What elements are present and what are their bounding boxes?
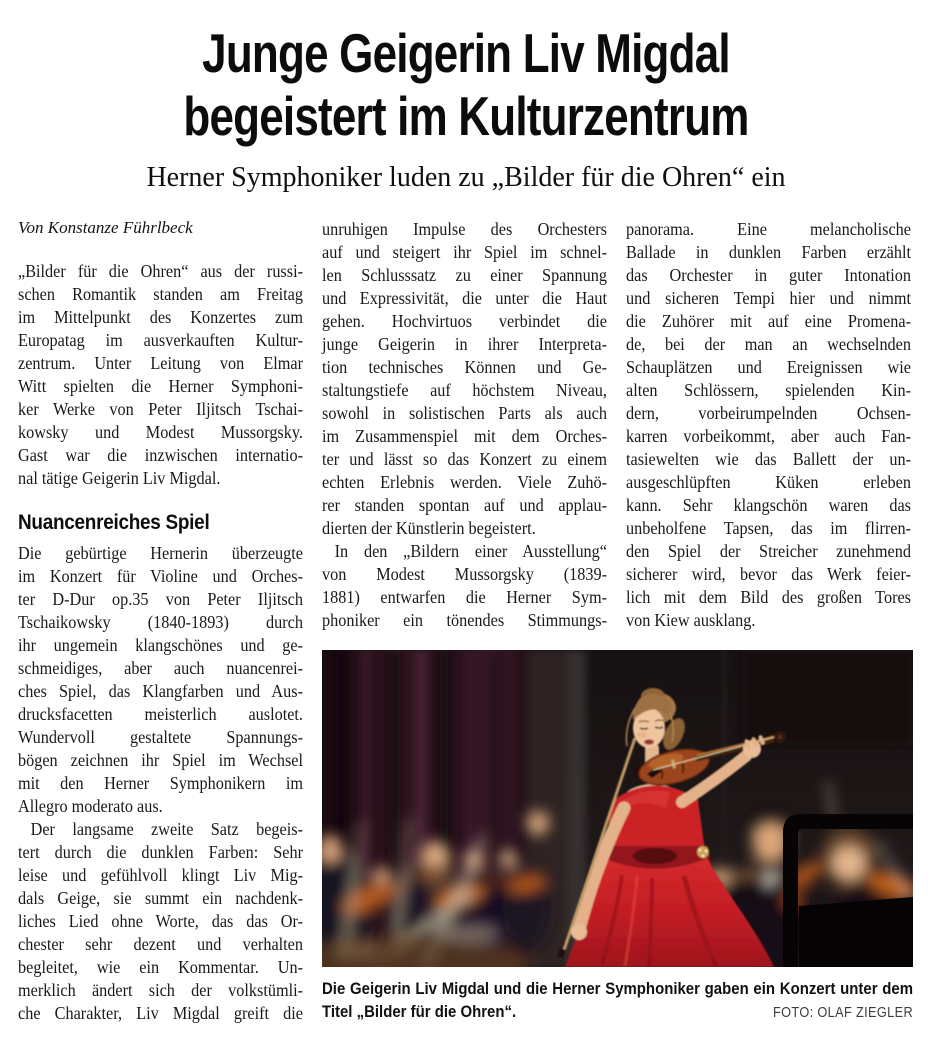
body-line: alten Schlössern, spielenden Kin- xyxy=(626,380,912,400)
body-line: lich mit dem Bild des großen Tores xyxy=(626,587,912,607)
body-line: Der langsame zweite Satz begeis- xyxy=(30,819,304,839)
body-line: ter und lässt so das Konzert zu einem xyxy=(322,449,608,469)
body-line: Ballade in dunklen Farben erzählt xyxy=(626,242,912,262)
body-line: Witt spielten die Herner Symphoni- xyxy=(18,376,304,396)
body-line: tion technisches Können und Ge- xyxy=(322,357,608,377)
headline-line-2: begeistert im Kulturzentrum xyxy=(183,85,749,147)
photo-caption-line-1: Die Geigerin Liv Migdal und die Herner Symphoniker gaben ein Konzert unter dem xyxy=(322,979,914,998)
body-line: drucksfacetten meisterlich auslotet. xyxy=(18,704,304,724)
body-line: von Kiew ausklang. xyxy=(626,610,756,630)
article-photo-illustration xyxy=(322,650,913,967)
body-line: junge Geigerin in ihrer Interpreta- xyxy=(322,334,608,354)
body-line: ter D-Dur op.35 von Peter Iljitsch xyxy=(18,589,304,609)
body-line: zentrum. Unter Leitung von Elmar xyxy=(18,353,304,373)
body-line: gehen. Hochvirtuos verbindet die xyxy=(322,311,608,331)
text-column-3 xyxy=(626,218,911,632)
body-line: Die gebürtige Hernerin überzeugte xyxy=(18,543,304,563)
body-line: 1881) entwarfen die Herner Sym- xyxy=(322,587,608,607)
article-byline: Von Konstanze Führlbeck xyxy=(18,218,193,237)
body-line: panorama. Eine melancholische xyxy=(626,219,912,239)
body-line: den Spiel der Streicher zunehmend xyxy=(626,541,912,561)
article-subhead: Herner Symphoniker luden zu „Bilder für die Ohren“ ein xyxy=(146,162,786,193)
text-column-1 xyxy=(18,260,303,1025)
body-line: ker Werke von Peter Iljitsch Tschai- xyxy=(18,399,304,419)
body-line: leise und gefühlvoll klingt Liv Mig- xyxy=(18,865,304,885)
body-line: schmeidiges, aber auch nuancenrei- xyxy=(18,658,304,678)
body-line: bögen zeichnen ihr Spiel im Wechsel xyxy=(18,750,304,770)
body-line: auf und steigert ihr Spiel im schnel- xyxy=(322,242,608,262)
body-line: im Zusammenspiel mit dem Orches- xyxy=(322,426,608,446)
body-line: echten Erlebnis werden. Viele Zuhö- xyxy=(322,472,608,492)
body-line: Allegro moderato aus. xyxy=(18,796,163,816)
body-line: begleitet, wie ein Kommentar. Un- xyxy=(18,957,304,977)
body-line: tert durch die dunklen Farben: Sehr xyxy=(18,842,304,862)
body-line: Tschaikowsky (1840-1893) durch xyxy=(18,612,304,632)
body-line: merklich ändert sich der volkstümli- xyxy=(18,980,304,1000)
body-line: dierten der Künstlerin begeistert. xyxy=(322,518,536,538)
paragraph xyxy=(18,542,303,818)
body-line: im Mittelpunkt des Konzertes zum xyxy=(18,307,304,327)
body-line: und sicheren Tempi hier und nimmt xyxy=(626,288,912,308)
body-line: sicherer wird, bevor das Werk feier- xyxy=(626,564,912,584)
body-line: rer standen spontan auf und applau- xyxy=(322,495,608,515)
photo-caption-line-2: Titel „Bilder für die Ohren“. xyxy=(322,1002,517,1021)
body-line: staltungstiefe auf höchstem Niveau, xyxy=(322,380,608,400)
body-line: kowsky und Modest Mussorgsky. xyxy=(18,422,304,442)
body-line: mit den Herner Symphonikern im xyxy=(18,773,304,793)
body-line: karren vorbeikommt, aber auch Fan- xyxy=(626,426,912,446)
paragraph xyxy=(322,540,607,632)
photo-caption xyxy=(322,977,913,1023)
body-line: tasiewelten wie das Ballett der un- xyxy=(626,449,912,469)
body-line: Wundervoll gestaltete Spannungs- xyxy=(18,727,304,747)
body-line: ihr ungemein klangschönes und ge- xyxy=(18,635,304,655)
body-line: „Bilder für die Ohren“ aus der russi- xyxy=(18,261,304,281)
body-line: Gast war die inzwischen internatio- xyxy=(18,445,304,465)
body-line: dern, vorbeirumpelnden Ochsen- xyxy=(626,403,912,423)
body-line: ausgeschlüpften Küken erleben xyxy=(626,472,912,492)
body-line: phoniker ein tönendes Stimmungs- xyxy=(322,610,608,630)
body-line: len Schlusssatz zu einer Spannung xyxy=(322,265,608,285)
body-line: de, bei der man an wechselnden xyxy=(626,334,912,354)
body-line: Europatag im ausverkauften Kultur- xyxy=(18,330,304,350)
body-line: die Zuhörer mit auf eine Promena- xyxy=(626,311,912,331)
body-line: unbeholfene Tapsen, das im flirren- xyxy=(626,518,912,538)
body-line: von Modest Mussorgsky (1839- xyxy=(322,564,608,584)
paragraph xyxy=(18,818,303,1025)
paragraph xyxy=(626,218,911,632)
section-subhead: Nuancenreiches Spiel xyxy=(18,511,210,534)
body-line: Schauplätzen und Ereignissen wie xyxy=(626,357,912,377)
body-line: im Konzert für Violine und Orches- xyxy=(18,566,304,586)
body-line: nal tätige Geigerin Liv Migdal. xyxy=(18,468,221,488)
body-line: schen Romantik standen am Freitag xyxy=(18,284,304,304)
paragraph xyxy=(18,260,303,490)
body-line: sowohl in solistischen Parts als auch xyxy=(322,403,608,423)
body-line: unruhigen Impulse des Orchesters xyxy=(322,219,608,239)
paragraph xyxy=(322,218,607,540)
body-line: ches Spiel, das Klangfarben und Aus- xyxy=(18,681,304,701)
body-line: liches Lied ohne Worte, das das Or- xyxy=(18,911,304,931)
body-line: In den „Bildern einer Ausstellung“ xyxy=(334,541,608,561)
body-line: che Charakter, Liv Migdal greift die xyxy=(18,1003,304,1023)
body-line: chester sehr dezent und verhalten xyxy=(18,934,304,954)
body-line: kann. Sehr klangschön waren das xyxy=(626,495,912,515)
body-line: dals Geige, sie summt ein nachdenk- xyxy=(18,888,304,908)
article-headline xyxy=(93,22,839,148)
body-line: das Orchester in guter Intonation xyxy=(626,265,912,285)
body-line: und Expressivität, die unter die Haut xyxy=(322,288,608,308)
article-photo xyxy=(322,650,913,967)
photo-credit: FOTO: OLAF ZIEGLER xyxy=(772,1005,914,1021)
headline-line-1: Junge Geigerin Liv Migdal xyxy=(202,22,730,84)
text-column-2 xyxy=(322,218,607,632)
